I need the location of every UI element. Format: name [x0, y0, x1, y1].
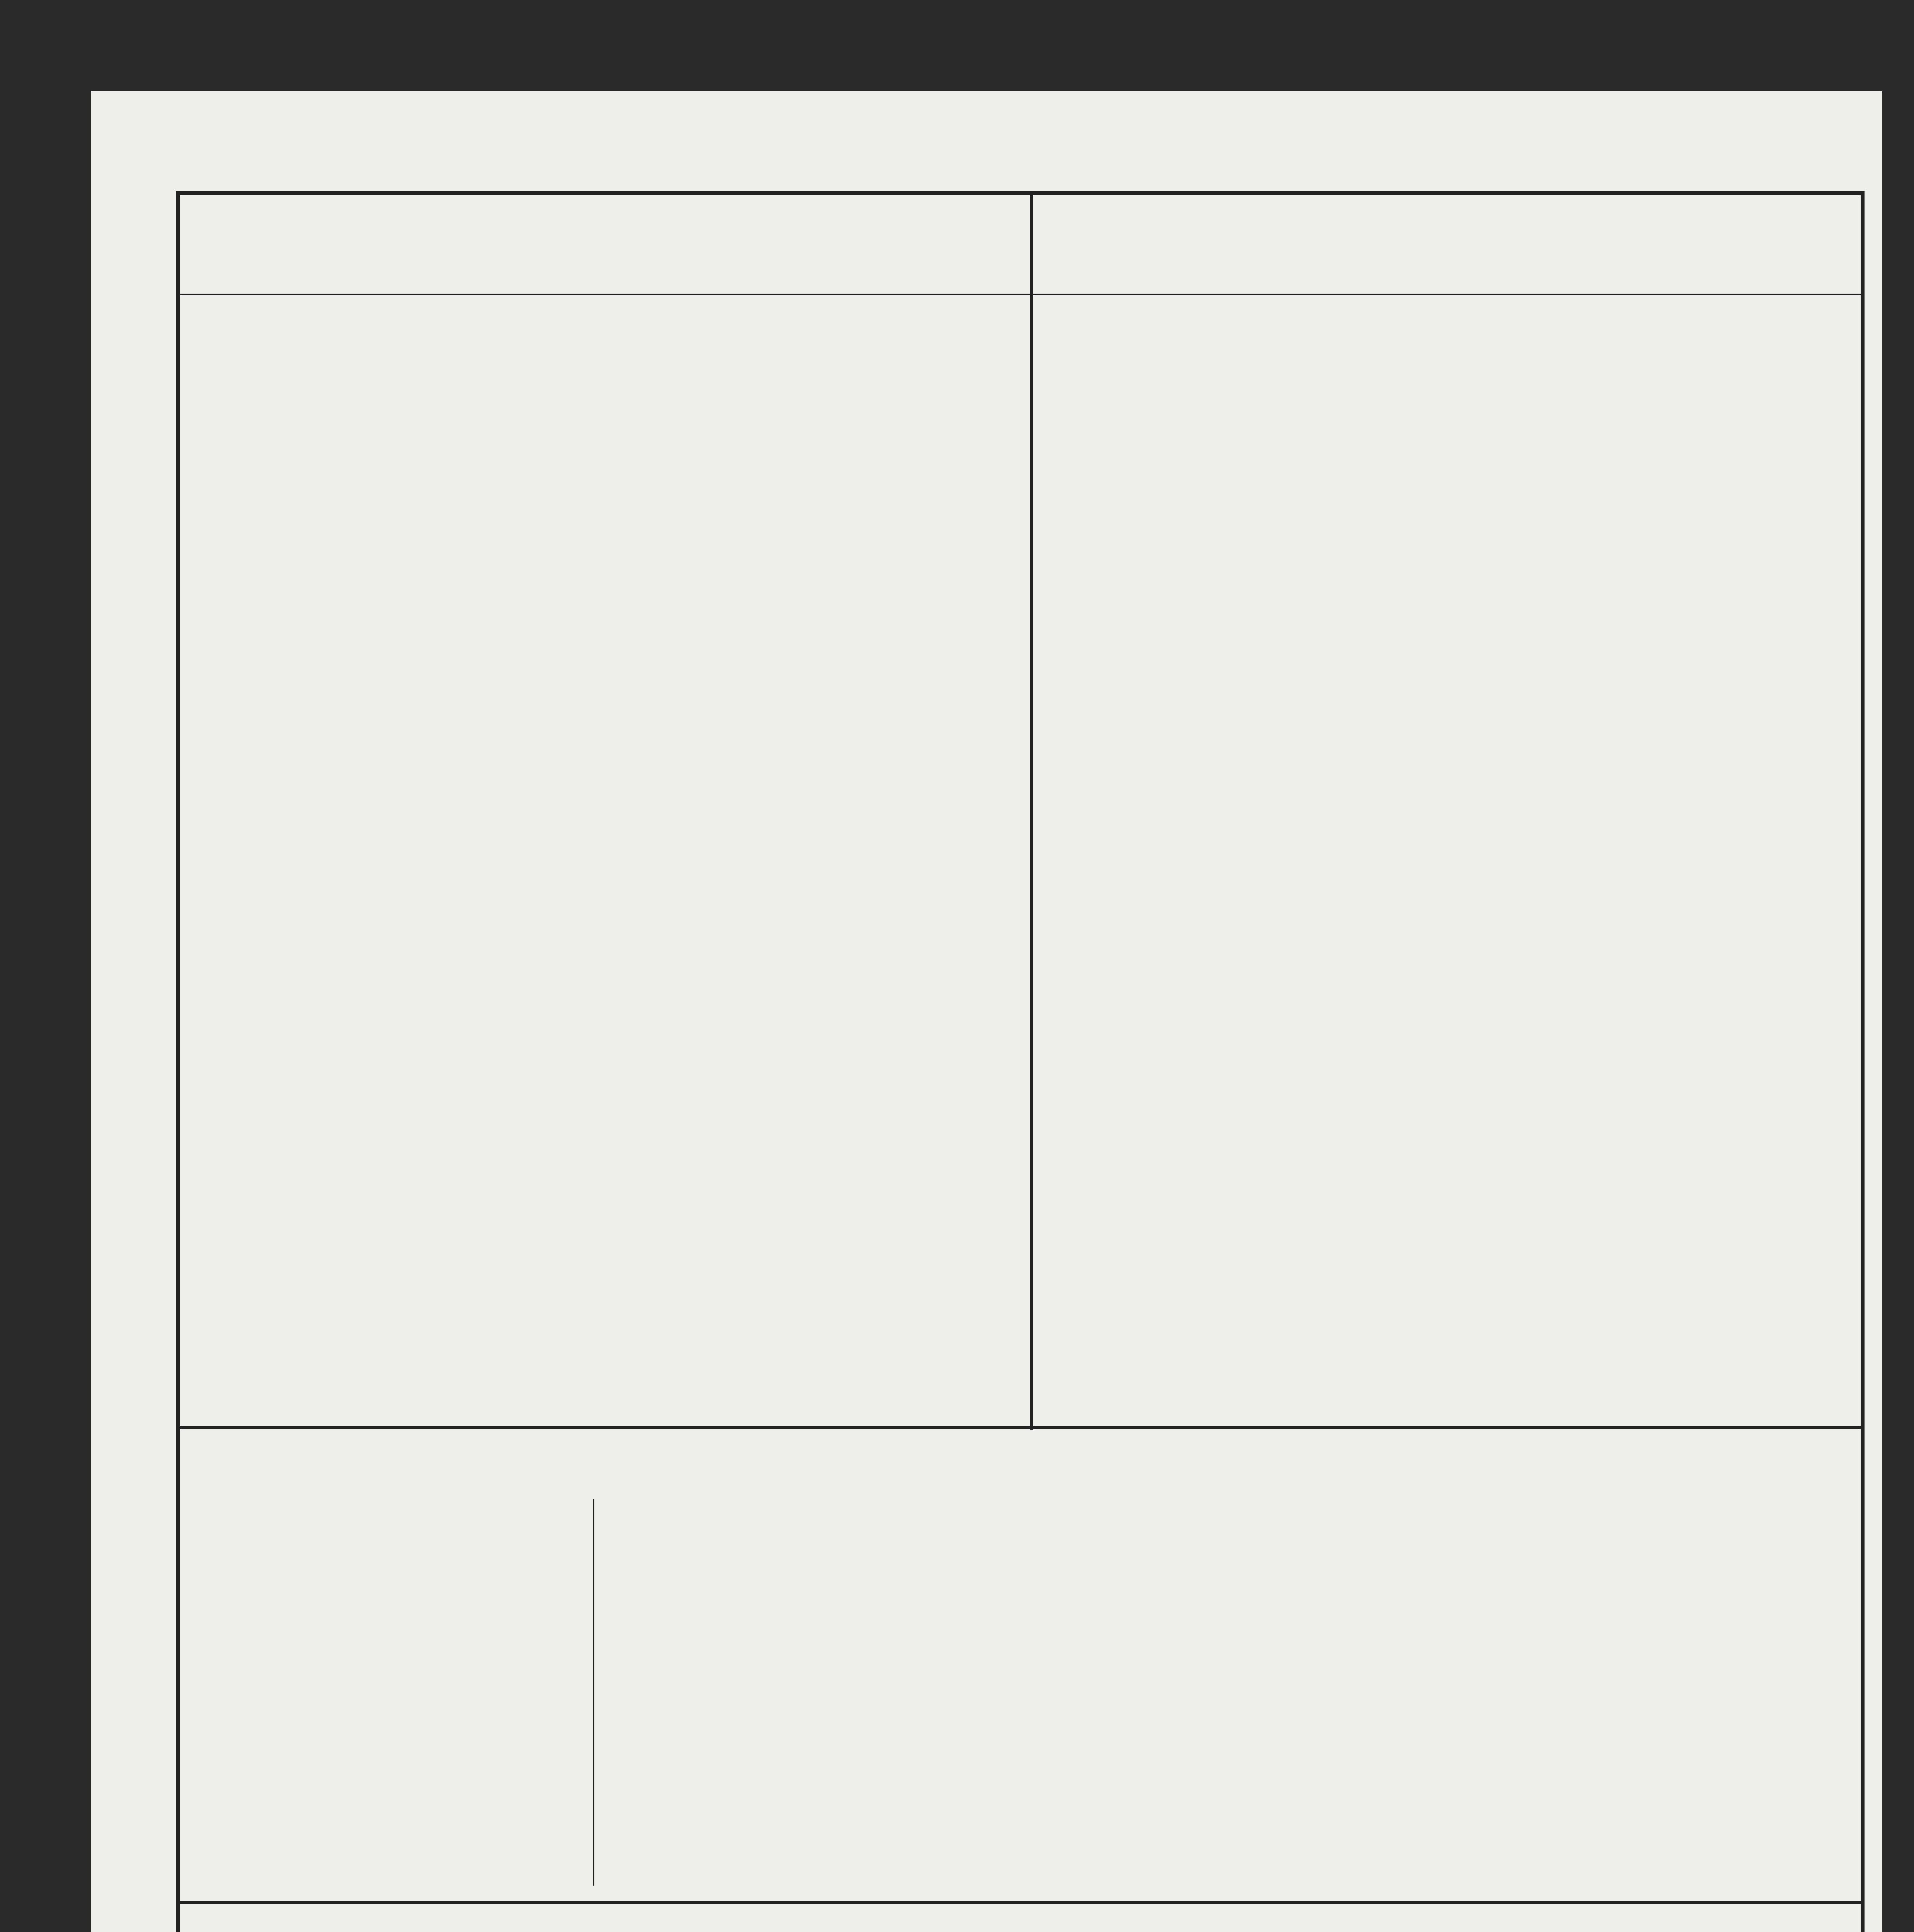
table-bottom-rule [178, 1426, 1863, 1429]
header-rule [178, 294, 1863, 295]
mid-rule [178, 1901, 1863, 1904]
rachats-divider [593, 1499, 594, 1886]
center-divider [1030, 193, 1033, 1430]
main-frame [176, 191, 1865, 1932]
